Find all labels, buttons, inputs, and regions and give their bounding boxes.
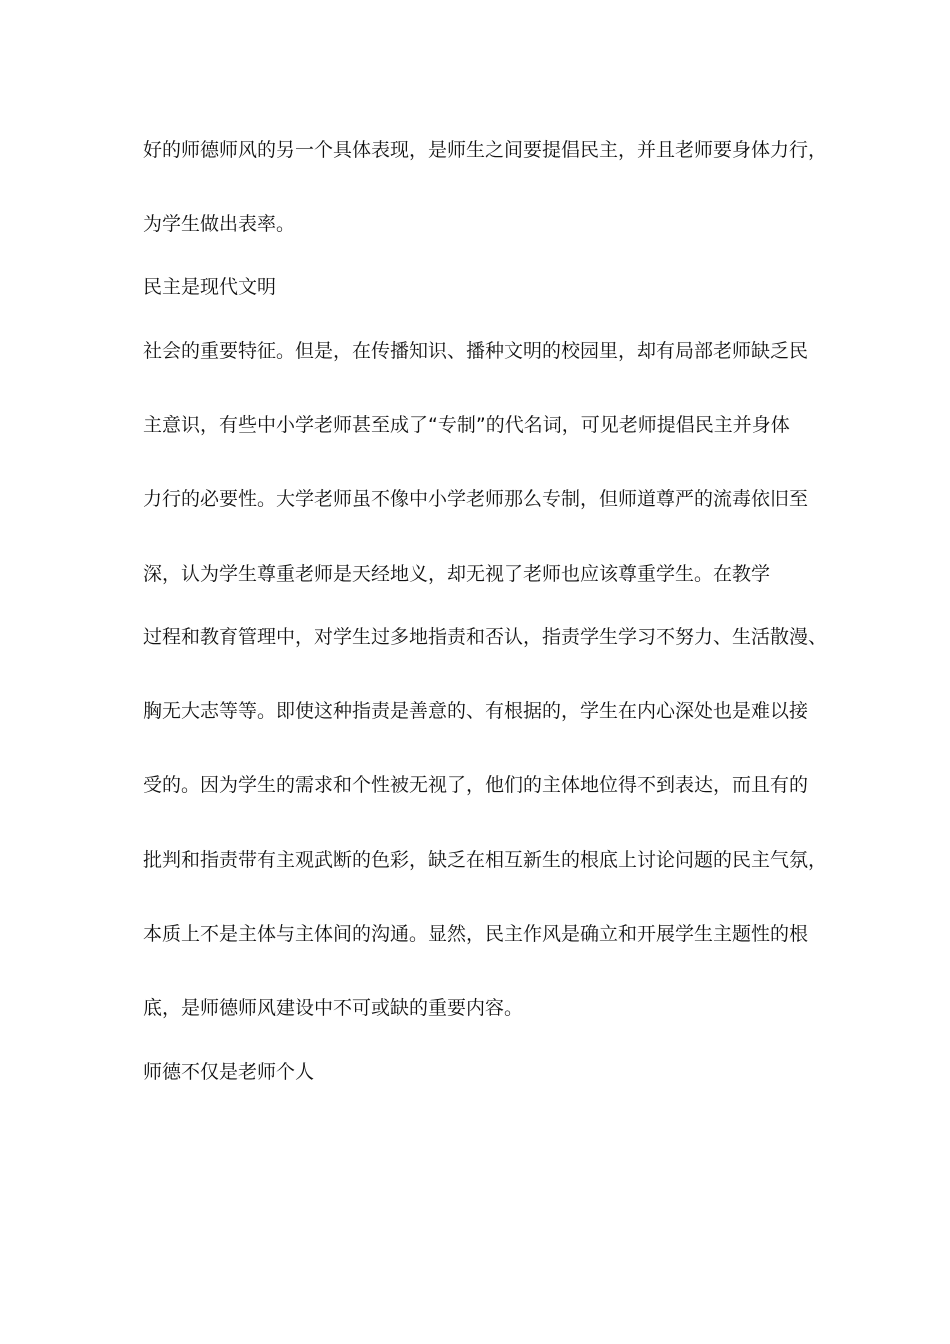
paragraph-line-13: 底，是师德师风建设中不可或缺的重要内容。 (143, 997, 524, 1019)
paragraph-line-2: 为学生做出表率。 (143, 213, 296, 235)
paragraph-line-11: 批判和指责带有主观武断的色彩，缺乏在相互新生的根底上讨论问题的民主气氛， (143, 849, 828, 871)
paragraph-line-8: 过程和教育管理中，对学生过多地指责和否认，指责学生学习不努力、生活散漫、 (143, 626, 828, 648)
paragraph-line-7: 深，认为学生尊重老师是天经地义，却无视了老师也应该尊重学生。在教学 (143, 563, 771, 585)
paragraph-line-1: 好的师德师风的另一个具体表现，是师生之间要提倡民主，并且老师要身体力行， (143, 139, 828, 161)
paragraph-line-10: 受的。因为学生的需求和个性被无视了，他们的主体地位得不到表达，而且有的 (143, 774, 809, 796)
paragraph-line-6: 力行的必要性。大学老师虽不像中小学老师那么专制，但师道尊严的流毒依旧至 (143, 488, 809, 510)
paragraph-line-9: 胸无大志等等。即使这种指责是善意的、有根据的，学生在内心深处也是难以接 (143, 700, 809, 722)
paragraph-line-3: 民主是现代文明 (143, 276, 277, 298)
paragraph-line-4: 社会的重要特征。但是，在传播知识、播种文明的校园里，却有局部老师缺乏民 (143, 340, 809, 362)
paragraph-line-5: 主意识，有些中小学老师甚至成了“专制”的代名词，可见老师提倡民主并身体 (143, 414, 790, 436)
paragraph-line-14: 师德不仅是老师个人 (143, 1061, 315, 1083)
paragraph-line-12: 本质上不是主体与主体间的沟通。显然，民主作风是确立和开展学生主题性的根 (143, 923, 809, 945)
